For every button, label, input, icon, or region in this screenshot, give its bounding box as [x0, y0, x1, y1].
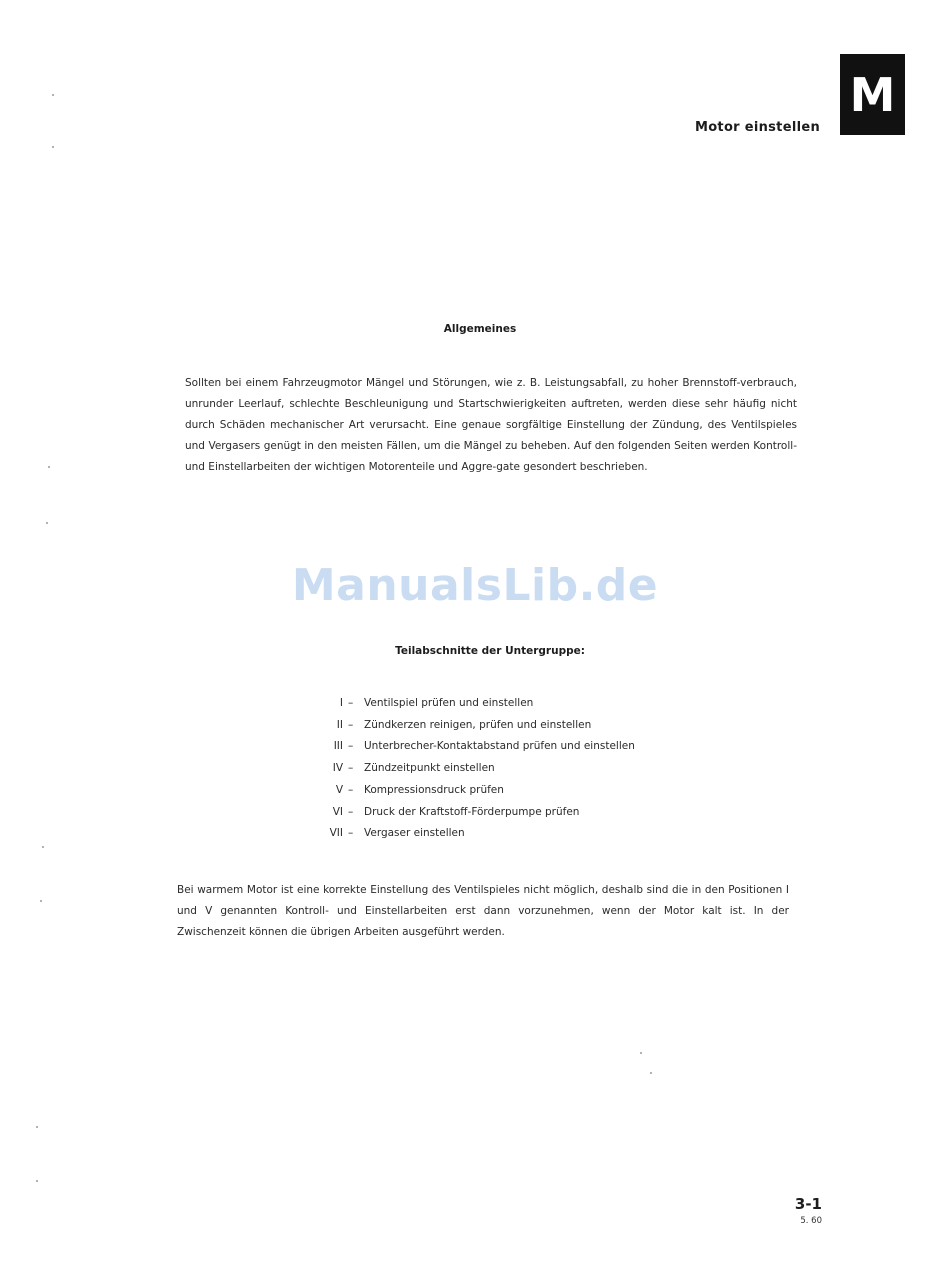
list-item [300, 715, 720, 737]
scan-speck [52, 146, 54, 148]
scan-speck [36, 1126, 38, 1128]
general-heading: Allgemeines [443, 323, 517, 335]
list-item-text: Zündzeitpunkt einstellen [364, 762, 495, 775]
section-title: Motor einstellen [694, 120, 820, 135]
scan-speck [52, 94, 54, 96]
list-item-dash: – [348, 718, 354, 731]
list-item-dash: – [348, 697, 354, 709]
list-item-number: VII [329, 827, 343, 840]
list-item [300, 802, 720, 824]
list-item-dash: – [348, 740, 354, 753]
subsections-heading: Teilabschnitte der Untergruppe: [395, 645, 585, 657]
list-item-text: Ventilspiel prüfen und einstellen [364, 697, 534, 709]
list-item-number: VI [332, 805, 343, 818]
page-date: 5. 60 [800, 1216, 822, 1226]
list-item-text: Zündkerzen reinigen, prüfen und einstellen [364, 718, 592, 731]
list-item-number: IV [332, 762, 343, 775]
list-item-text: Kompressionsdruck prüfen [364, 783, 504, 796]
section-badge: M [840, 54, 905, 135]
list-item [300, 758, 720, 780]
list-item-number: V [335, 783, 343, 796]
list-item-number: III [333, 740, 343, 753]
subsection-list [300, 693, 720, 845]
list-item-text: Druck der Kraftstoff-Förderpumpe prüfen [364, 805, 580, 818]
scan-speck [650, 1072, 652, 1074]
list-item-text: Vergaser einstellen [364, 827, 465, 840]
scan-speck [36, 1180, 38, 1182]
watermark: ManualsLib.de [291, 560, 659, 611]
list-item [300, 823, 720, 845]
scan-speck [640, 1052, 642, 1054]
scan-speck [40, 900, 42, 902]
list-item-dash: – [348, 805, 354, 818]
list-item-dash: – [348, 762, 354, 775]
scan-speck [42, 846, 44, 848]
intro-paragraph: Sollten bei einem Fahrzeugmotor Mängel und Störungen, wie z. B. Leistungsabfall, zu hoher Brennstoff-verbrauch, unrunder Leerlauf, schlechte Beschleunigung und Startschwierigkeiten auftreten, werden diese sehr häufig nicht durch Schäden mechanischer Art verursacht. Eine genaue sorgfältige Einstellung der Zündung, des Ventilspieles und Vergasers genügt in den meisten Fällen, um die Mängel zu beheben. Auf den folgenden Seiten werden Kontroll- und Einstellarbeiten der wichtigen Motorenteile und Aggre-gate gesondert beschrieben. [185, 377, 797, 473]
list-item-number: I [339, 697, 343, 709]
note-paragraph: Bei warmem Motor ist eine korrekte Einstellung des Ventilspieles nicht möglich, deshalb sind die in den Positionen I und V genannten Kontroll- und Einstellarbeiten erst dann vorzunehmen, wenn der Motor kalt ist. In der Zwischenzeit können die übrigen Arbeiten ausgeführt werden. [177, 884, 789, 938]
scan-speck [46, 522, 48, 524]
list-item [300, 736, 720, 758]
list-item-dash: – [348, 827, 354, 840]
list-item-dash: – [348, 783, 354, 796]
list-item-number: II [336, 718, 343, 731]
list-item [300, 693, 720, 715]
scan-speck [48, 466, 50, 468]
list-item-text: Unterbrecher-Kontaktabstand prüfen und einstellen [364, 740, 635, 753]
list-item [300, 780, 720, 802]
page-number: 3-1 [794, 1195, 822, 1213]
